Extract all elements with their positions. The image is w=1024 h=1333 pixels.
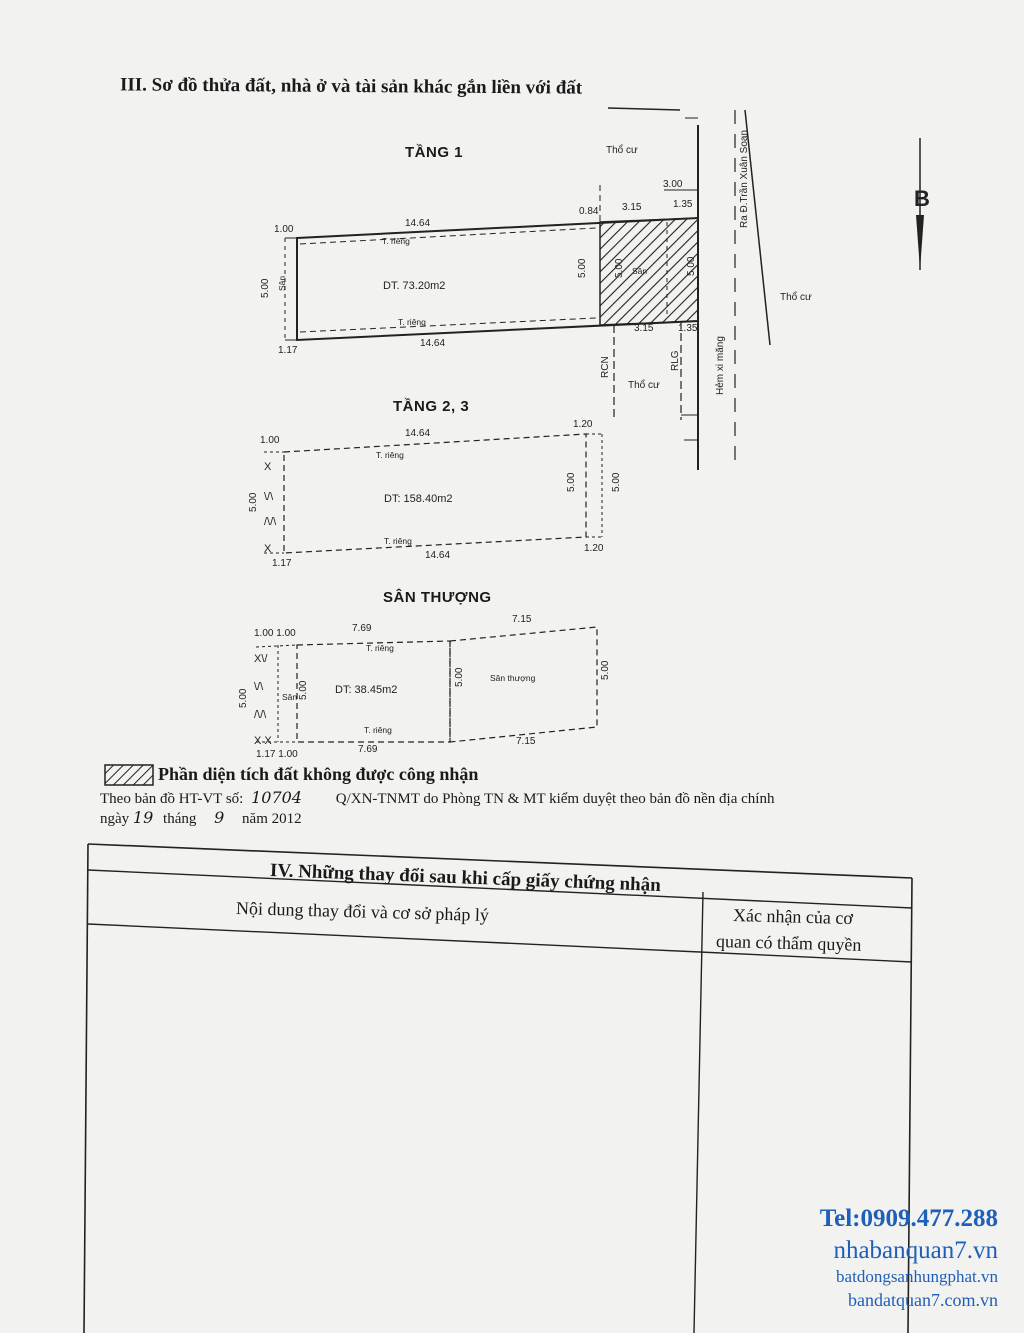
year-text: năm 2012	[242, 811, 302, 827]
dim-3-00: 3.00	[663, 179, 683, 190]
dim-left-top: 1.00	[274, 224, 294, 235]
svg-text:/\/\: /\/\	[254, 709, 267, 721]
dim-top: 14.64	[405, 428, 431, 439]
dim-side-inner: 5.00	[298, 680, 309, 700]
dim-top-b: 7.69	[352, 623, 372, 634]
floor-2-3-plan	[248, 419, 622, 569]
dim-0-84: 0.84	[579, 206, 599, 217]
dim-1-35-bottom: 1.35	[678, 323, 698, 334]
column-change-content: Nội dung thay đổi và cơ sở pháp lý	[235, 898, 490, 926]
legend-hatch-swatch	[104, 764, 154, 786]
day-value: 19	[132, 808, 154, 827]
dim-side-left: 5.00	[238, 688, 249, 708]
svg-text:X: X	[264, 461, 272, 473]
svg-text:X\/: X\/	[254, 653, 268, 665]
promo-site-3: bandatquan7.com.vn	[848, 1290, 998, 1310]
floor-1-title: TẦNG 1	[405, 144, 464, 161]
dim-1-35-top: 1.35	[673, 199, 693, 210]
legend-label: Phần diện tích đất không được công nhận	[158, 764, 479, 784]
alley-label: Hẻm xi măng	[715, 336, 726, 395]
dim-left-bottom: 1.17	[272, 558, 292, 569]
dim-bottom-b: 7.69	[358, 744, 378, 755]
map-reference-line	[100, 788, 774, 808]
rooftop-plan	[238, 614, 611, 760]
dim-bottom-a: 1.17 1.00	[256, 749, 298, 760]
dim-bottom: 14.64	[420, 338, 446, 349]
private-top: T. riêng	[376, 450, 404, 460]
promo-site-2: batdongsanhungphat.vn	[836, 1267, 998, 1286]
neighbor-bottom: Thổ cư	[628, 380, 660, 391]
yard-left-label: Sân	[277, 275, 287, 291]
map-reference-suffix: Q/XN-TNMT do Phòng TN & MT kiểm duyệt theo bản đồ nền địa chính	[335, 791, 775, 807]
rooftop-area: DT: 38.45m2	[335, 684, 398, 696]
promo-site-1: nhabanquan7.vn	[833, 1237, 998, 1264]
dim-side-mid: 5.00	[566, 472, 577, 492]
date-line	[100, 808, 302, 828]
dim-side-right: 5.00	[611, 472, 622, 492]
terrace-label: Sân thượng	[490, 673, 536, 683]
dim-left-bottom: 1.17	[278, 345, 298, 356]
day-label: ngày	[100, 811, 130, 827]
floor-2-3-title: TẦNG 2, 3	[393, 398, 470, 415]
north-indicator: B	[914, 186, 930, 211]
dim-left-top: 1.00	[260, 435, 280, 446]
svg-text:/\/\: /\/\	[264, 516, 277, 528]
road-label: Ra Đ.Trần Xuân Soạn	[739, 129, 750, 228]
private-bottom: T. riêng	[398, 317, 426, 327]
svg-text:\/\: \/\	[254, 681, 264, 693]
private-top: T. riêng	[382, 236, 410, 246]
svg-text:X X: X X	[254, 735, 272, 747]
private-bottom: T. riêng	[384, 536, 412, 546]
floor-1-plan	[260, 110, 930, 470]
dim-3-15-bottom: 3.15	[634, 323, 654, 334]
dim-3-15-top: 3.15	[622, 202, 642, 213]
map-reference-prefix: Theo bản đồ HT-VT số:	[100, 791, 244, 807]
promo-phone: Tel:0909.477.288	[819, 1205, 998, 1232]
rooftop-title: SÂN THƯỢNG	[383, 589, 492, 606]
column-confirmation-line1: Xác nhận của cơ	[732, 905, 854, 929]
private-top: T. riêng	[366, 643, 394, 653]
svg-text:\/\: \/\	[264, 491, 274, 503]
section-4-title: IV. Những thay đổi sau khi cấp giấy chứng nhận	[269, 860, 662, 897]
floor-1-area: DT. 73.20m2	[383, 280, 446, 292]
dim-top-c: 7.15	[512, 614, 532, 625]
rlg-label: RLG	[670, 350, 681, 371]
svg-text:X: X	[264, 543, 272, 555]
month-value: 9	[214, 808, 225, 827]
neighbor-top: Thổ cư	[606, 145, 638, 156]
dim-right-bottom: 1.20	[584, 543, 604, 554]
dim-side-right: 5.00	[600, 660, 611, 680]
dim-side-mid: 5.00	[454, 667, 465, 687]
yard-front-label: Sân	[632, 266, 648, 276]
dim-side-right: 5.00	[686, 256, 697, 276]
rcn-label: RCN	[600, 356, 611, 378]
neighbor-right: Thổ cư	[780, 292, 812, 303]
column-confirmation-line2: quan có thẩm quyền	[715, 931, 862, 955]
dim-top-a: 1.00 1.00	[254, 628, 296, 639]
section-3-title: III. Sơ đồ thửa đất, nhà ở và tài sản khác gắn liền với đất	[119, 74, 583, 99]
dim-bottom: 14.64	[425, 550, 451, 561]
yard-label: Sân	[282, 692, 298, 702]
dim-side-yard: 5.00	[614, 258, 625, 278]
private-bottom: T. riêng	[364, 725, 392, 735]
floor-2-3-area: DT: 158.40m2	[384, 493, 453, 505]
map-number: 10704	[251, 788, 302, 807]
dim-right-top: 1.20	[573, 419, 593, 430]
dim-side-left: 5.00	[248, 492, 259, 512]
dim-side-left: 5.00	[260, 278, 271, 298]
dim-side-mid: 5.00	[577, 258, 588, 278]
dim-top: 14.64	[405, 218, 431, 229]
month-label: tháng	[163, 811, 197, 827]
dim-bottom-c: 7.15	[516, 736, 536, 747]
